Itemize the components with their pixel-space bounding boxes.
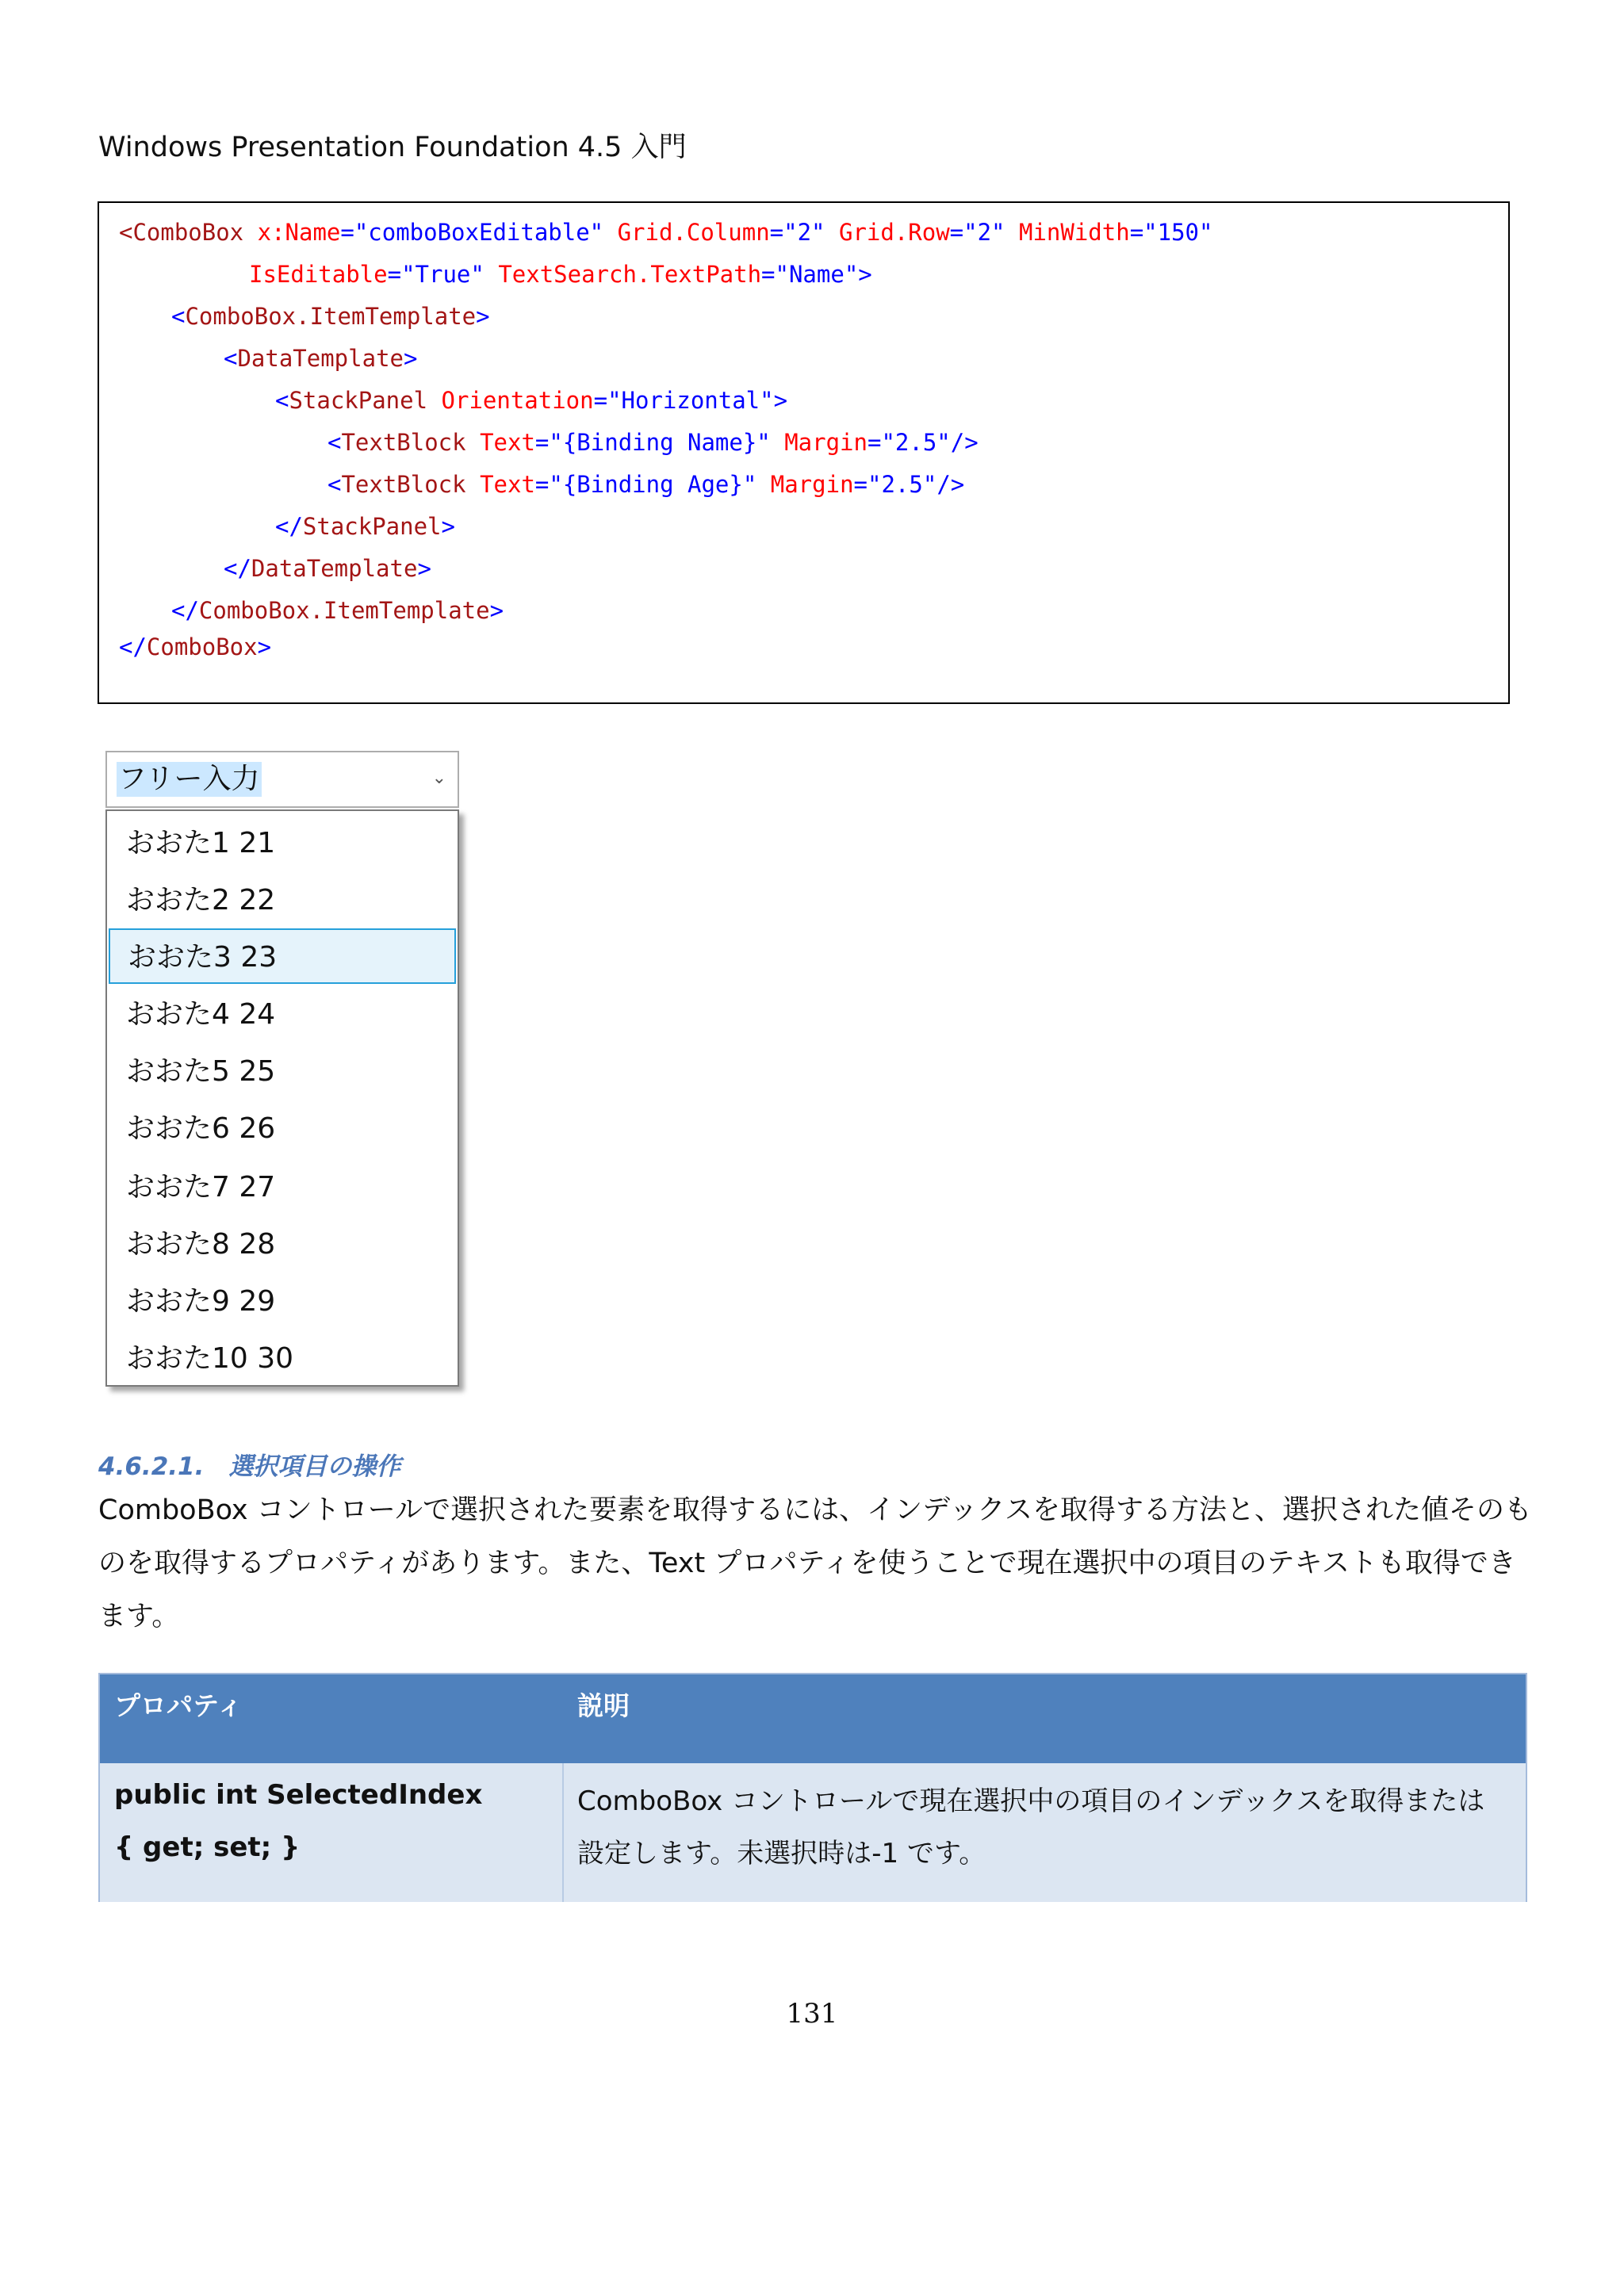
page-number: 131 [786, 1998, 838, 2030]
code-line-5: <StackPanel Orientation="Horizontal"> [275, 387, 788, 414]
list-item[interactable]: おおた4 24 [126, 998, 276, 1031]
table-header-property: プロパティ [114, 1690, 243, 1721]
code-line-6: <TextBlock Text="{Binding Name}" Margin="2.5"/> [327, 429, 979, 456]
property-name-line-2: { get; set; } [114, 1831, 301, 1863]
list-item[interactable]: おおた5 25 [126, 1055, 276, 1088]
editable-combobox[interactable] [105, 751, 459, 808]
column-divider [562, 1763, 564, 1902]
code-line-11: </ComboBox> [119, 633, 272, 660]
code-line-9: </DataTemplate> [224, 555, 431, 582]
list-item[interactable]: おおた8 28 [126, 1228, 276, 1261]
property-name-line-1: public int SelectedIndex [114, 1779, 483, 1811]
combobox-text[interactable]: フリー入力 [118, 763, 260, 795]
code-line-3: <ComboBox.ItemTemplate> [171, 303, 490, 330]
chevron-down-icon[interactable]: ⌄ [431, 768, 446, 788]
code-line-1: <ComboBox x:Name="comboBoxEditable" Grid.Column="2" Grid.Row="2" MinWidth="150" [119, 219, 1213, 246]
table-row [100, 1763, 1526, 1902]
list-item[interactable]: おおた6 26 [126, 1112, 276, 1145]
section-heading: 4.6.2.1. 選択項目の操作 [98, 1452, 401, 1481]
code-line-4: <DataTemplate> [224, 345, 418, 372]
code-line-10: </ComboBox.ItemTemplate> [171, 597, 504, 624]
combobox-dropdown-list [105, 809, 459, 1387]
property-desc-line-2: 設定します。未選択時は-1 です。 [577, 1838, 986, 1869]
list-item[interactable]: おおた9 29 [126, 1285, 276, 1318]
table-header-row [100, 1674, 1526, 1763]
table-header-description: 説明 [577, 1690, 630, 1721]
page-header: Windows Presentation Foundation 4.5 入門 [98, 132, 687, 163]
list-item[interactable]: おおた1 21 [126, 827, 276, 859]
list-item-selected[interactable]: おおた3 23 [109, 928, 456, 984]
list-item[interactable]: おおた10 30 [126, 1342, 294, 1375]
list-item[interactable]: おおた2 22 [126, 884, 276, 916]
property-table [98, 1673, 1527, 1902]
property-desc-line-1: ComboBox コントロールで現在選択中の項目のインデックスを取得または [577, 1785, 1485, 1817]
code-block [98, 201, 1510, 704]
code-line-8: </StackPanel> [275, 513, 455, 540]
code-line-7: <TextBlock Text="{Binding Age}" Margin="2.5"/> [327, 471, 965, 498]
paragraph-line-1: ComboBox コントロールで選択された要素を取得するには、インデックスを取得する方法と、選択された値そのも [98, 1494, 1533, 1526]
list-item[interactable]: おおた7 27 [126, 1171, 276, 1203]
paragraph-line-2: のを取得するプロパティがあります。また、Text プロパティを使うことで現在選択中の項目のテキストも取得でき [98, 1548, 1516, 1579]
code-line-2: IsEditable="True" TextSearch.TextPath="Name"> [249, 261, 872, 288]
paragraph-line-3: ます。 [98, 1601, 180, 1632]
